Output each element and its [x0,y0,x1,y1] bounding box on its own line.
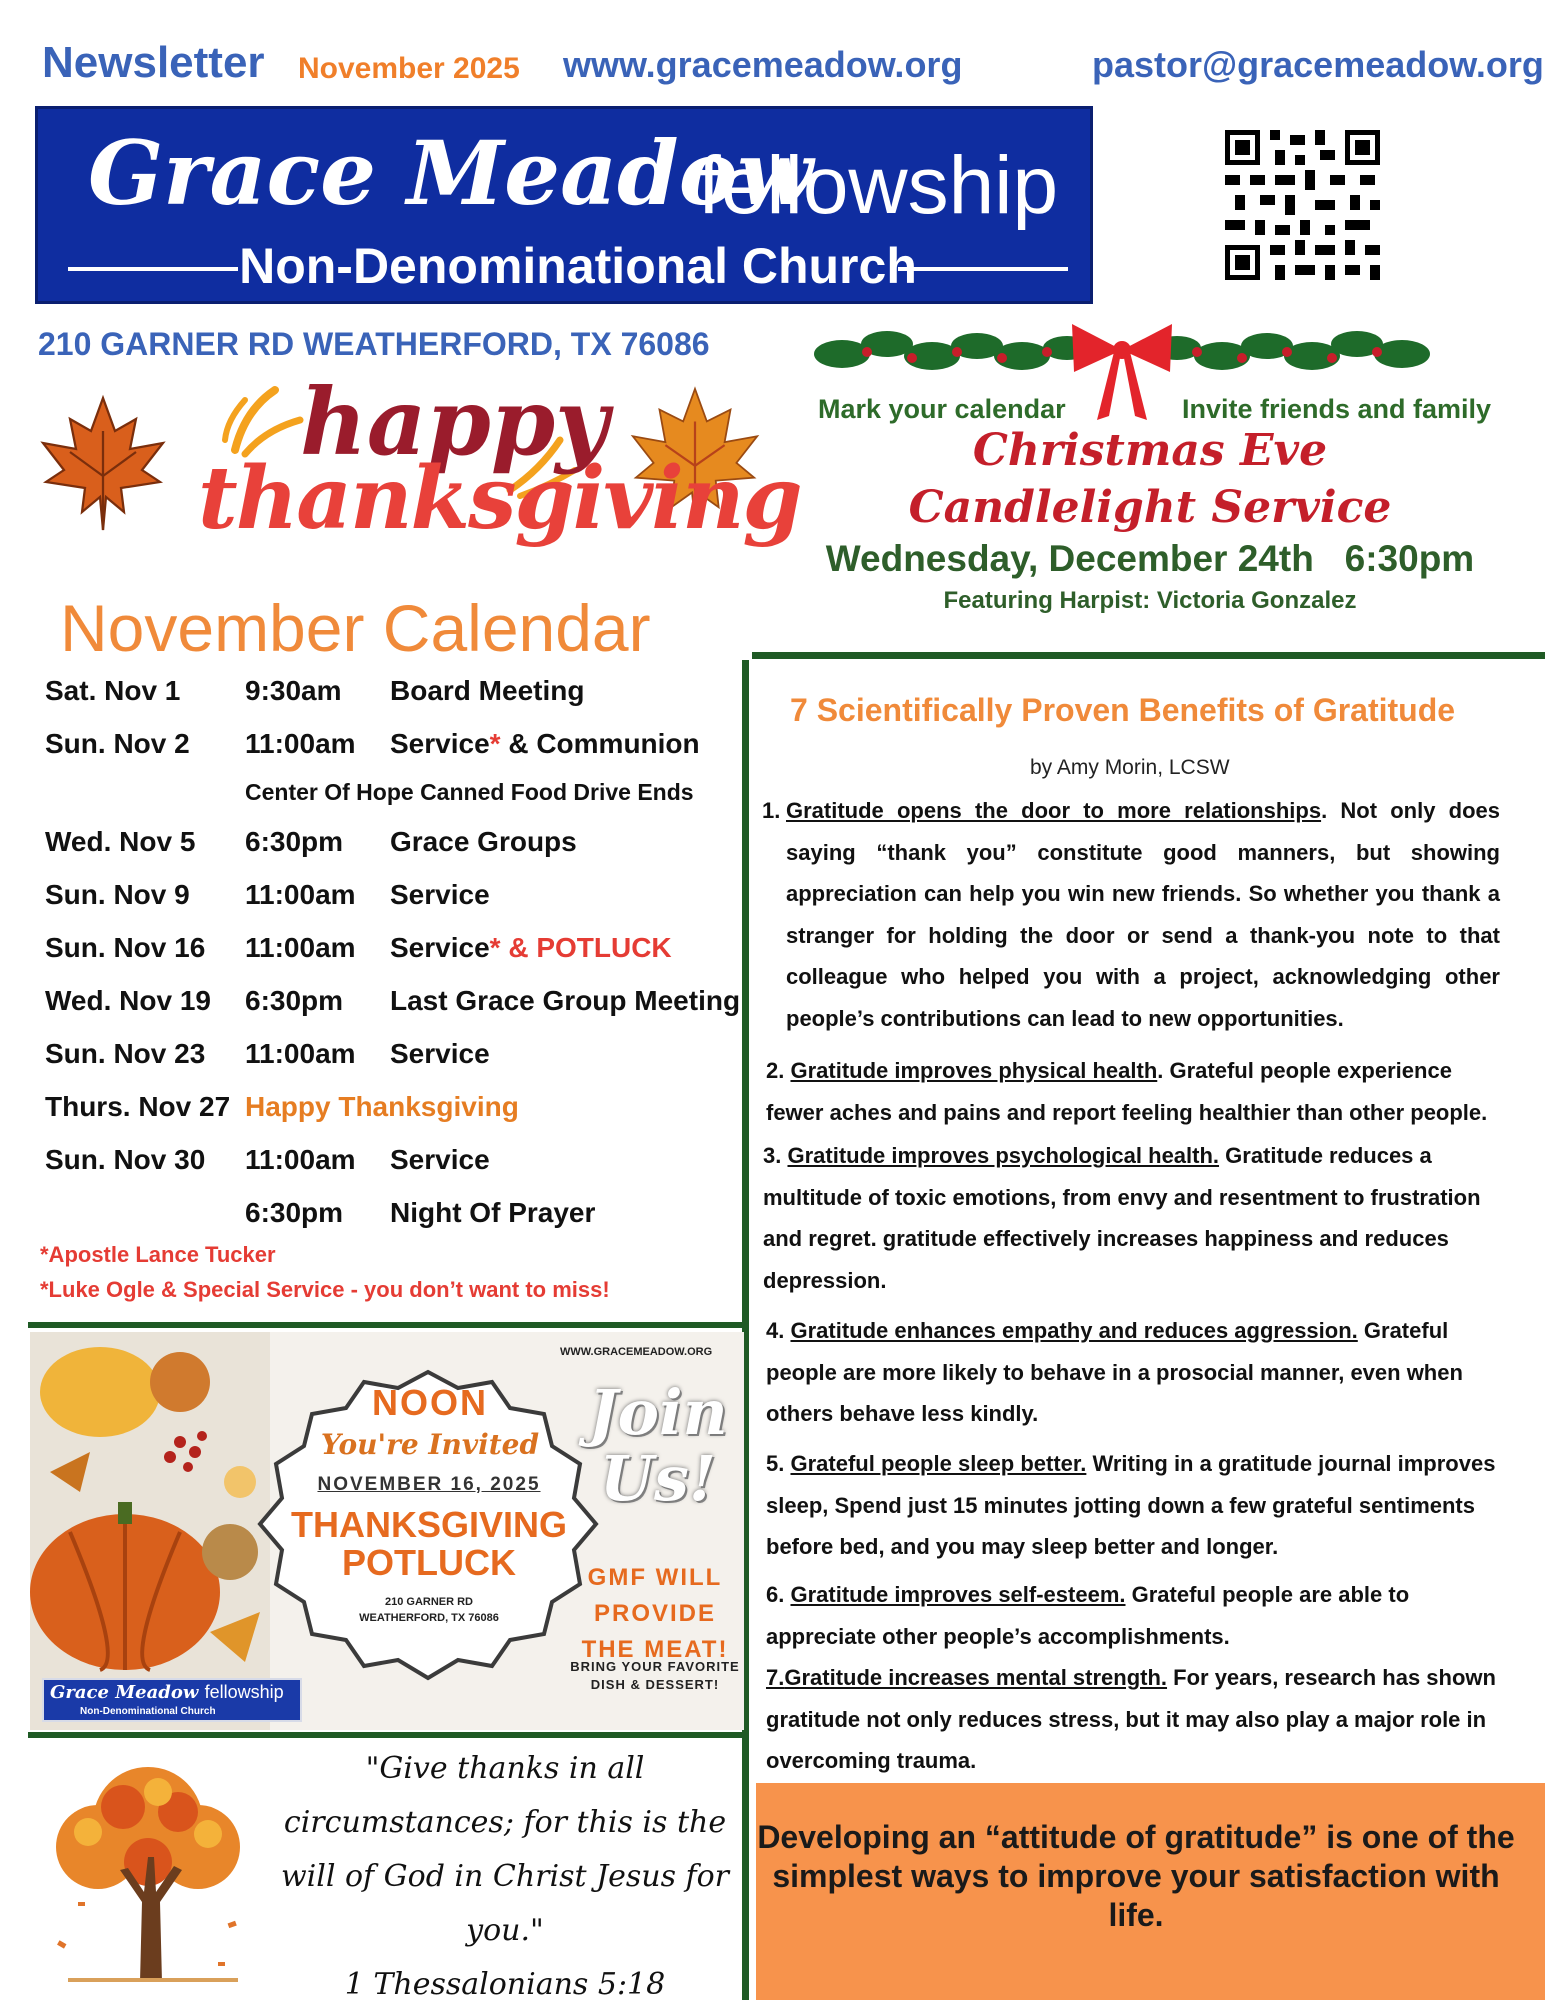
article-item-5 [766,1443,1500,1568]
verse-reference: 1 Thessalonians 5:18 [344,1967,666,2000]
potluck-time: NOON [372,1382,488,1423]
christmas-title-line1: Christmas Eve [972,425,1328,476]
calendar-time: 11:00am [245,879,356,910]
divider-left-top [28,1322,748,1328]
item-heading: Grateful people sleep better. [790,1451,1087,1476]
flyer-website: WWW.GRACEMEADOW.ORG [560,1346,713,1358]
calendar-event: Happy Thanksgiving [245,1091,519,1122]
list-number: 6. [766,1582,785,1607]
potluck-title: THANKSGIVING POTLUCK [290,1504,567,1583]
church-address: 210 GARNER RD WEATHERFORD, TX 76086 [38,326,710,362]
event-name: Service [390,932,490,963]
calendar-time: 6:30pm [245,1197,344,1228]
invite-friends-label: Invite friends and family [1182,394,1492,424]
divider-vertical [742,660,749,2000]
autumn-harvest-decoration-icon [30,1332,270,1730]
calendar-row [0,879,740,923]
item-heading [766,1665,1167,1690]
divider-top-right [752,652,1545,659]
join-us-text: Join Us! [588,1376,728,1515]
divider-left-bottom [28,1732,748,1738]
calendar-time: 11:00am [245,1038,356,1069]
calendar-row [0,826,740,870]
happy-script-text: happy [300,368,609,476]
article-item-2 [766,1050,1500,1133]
calendar-date: Thurs. Nov 27 [45,1091,231,1122]
list-number: 3. [763,1143,782,1168]
calendar-event [390,932,672,964]
article-item-6 [766,1574,1500,1657]
christmas-title-line2: Candlelight Service [908,482,1392,533]
potluck-invited: You're Invited [320,1428,540,1461]
calendar-event: Board Meeting [390,675,585,706]
item-heading: Gratitude opens the door to more relationships [786,798,1322,823]
logo-fellowship-text: fellowship [698,140,1059,231]
item-body: Grateful people are able to appreciate other people’s accomplishments. [766,1582,1410,1649]
calendar-row [0,1197,740,1241]
footnote-mark: * [489,932,501,963]
calendar-date: Wed. Nov 19 [45,985,211,1016]
calendar-row [0,1091,740,1135]
verse-text: "Give thanks in all circumstances; for this is the will of God in Christ Jesus for you." [280,1751,730,1948]
item-heading: Gratitude enhances empathy and reduces aggression. [790,1318,1358,1343]
article-item-1 [786,790,1500,1039]
address-line: WEATHERFORD, TX 76086 [359,1612,499,1624]
article-item-3 [763,1135,1500,1301]
calendar-heading: November Calendar [60,591,651,665]
flyer-logo-script [50,1682,284,1703]
calendar-row [0,932,740,976]
potluck-bring-note: BRING YOUR FAVORITE DISH & DESSERT! [570,1659,740,1692]
gratitude-callout-text: Developing an “attitude of gratitude” is one of the simplest ways to improve your satisfaction with life. [757,1819,1515,1933]
flyer-logo-subtitle: Non-Denominational Church [80,1706,216,1717]
item-heading: Gratitude improves physical health [790,1058,1158,1083]
list-number: 7. [766,1665,785,1690]
calendar-date: Wed. Nov 5 [45,826,196,857]
list-number: 2. [766,1058,785,1083]
calendar-time: 9:30am [245,675,342,706]
potluck-address [262,1594,596,1626]
calendar-event: Service [390,1038,490,1069]
calendar-row [0,1144,740,1188]
potluck-flyer [30,1332,744,1730]
calendar-event: Last Grace Group Meeting [390,985,741,1016]
calendar-event: Night Of Prayer [390,1197,596,1228]
calendar-time: 11:00am [245,1144,356,1175]
list-number: 5. [766,1451,785,1476]
item-heading: Gratitude improves self-esteem. [790,1582,1126,1607]
footnote: *Apostle Lance Tucker [40,1242,276,1267]
bible-verse [270,1742,740,2000]
item-body: . Not only does saying “thank you” constitute good manners, but showing appreciation can help you win new friends. So whether you thank a stranger for holding the door or send a thank-you note to that colleague who helped you with a project, acknowledging other people’s contributions can lead to new opportunities. [786,798,1500,1031]
email-link[interactable]: pastor@gracemeadow.org [1092,44,1544,85]
item-heading: Gratitude improves psychological health. [787,1143,1220,1168]
autumn-tree-icon [28,1752,268,1984]
website-link[interactable]: www.gracemeadow.org [563,44,963,85]
event-extra: & POTLUCK [500,932,672,963]
calendar-time: 6:30pm [245,985,344,1016]
christmas-featuring: Featuring Harpist: Victoria Gonzalez [943,587,1357,614]
qr-code-icon[interactable] [1225,130,1380,280]
calendar-row [0,985,740,1029]
potluck-meat-note: GMF WILL PROVIDE THE MEAT! [581,1564,729,1663]
calendar-date: Sun. Nov 2 [45,728,190,759]
calendar-event [390,728,700,760]
event-extra: & Communion [500,728,700,759]
calendar-time: 11:00am [245,932,356,963]
list-number: 4. [766,1318,785,1343]
item-body: For years, research has shown gratitude not only reduces stress, but it may also play a major role in overcoming trauma. [766,1665,1496,1773]
item-heading-text: Gratitude increases mental strength. [784,1665,1168,1690]
logo-rule-left [68,267,238,271]
calendar-note: Center Of Hope Canned Food Drive Ends [245,779,694,805]
list-number: 1. [762,798,781,823]
address-line: 210 GARNER RD [384,1596,474,1608]
calendar-event: Grace Groups [390,826,577,857]
thanksgiving-script-text: thanksgiving [198,448,801,549]
calendar-event: Service [390,879,490,910]
mark-calendar-label: Mark your calendar [818,394,1066,424]
article-item-4 [766,1310,1500,1435]
calendar-time: 11:00am [245,728,356,759]
item-body: Gratitude reduces a multitude of toxic emotions, from envy and resentment to frustration and regret. gratitude effectively increases happiness and reduces depression. [763,1143,1481,1293]
christmas-datetime: Wednesday, December 24th 6:30pm [825,538,1475,579]
calendar-date: Sun. Nov 16 [45,932,206,963]
church-logo [35,106,1093,304]
calendar-date: Sun. Nov 30 [45,1144,206,1175]
logo-subtitle: Non-Denominational Church [239,238,917,294]
newsletter-title: Newsletter [42,38,265,87]
flyer-logo-name: Grace Meadow [50,1682,199,1703]
event-name: Service [390,728,490,759]
flyer-logo-word: fellowship [204,1682,284,1702]
flyer-logo [42,1678,302,1722]
newsletter-date: November 2025 [298,52,520,85]
maple-leaf-left-icon [28,386,178,536]
item-body: . Grateful people experience fewer aches and pains and report feeling healthier than other people. [766,1058,1488,1125]
article-item-7 [766,1657,1500,1782]
calendar-date: Sun. Nov 23 [45,1038,206,1069]
calendar-date: Sat. Nov 1 [45,675,181,706]
footnote: *Luke Ogle & Special Service - you don’t want to miss! [40,1277,610,1302]
calendar-time: 6:30pm [245,826,344,857]
calendar-row [0,675,740,719]
calendar-row [0,1038,740,1082]
logo-script-text: Grace Meadow [88,121,814,225]
footnote-mark: * [489,728,501,759]
article-byline: by Amy Morin, LCSW [1030,756,1230,779]
calendar-event: Service [390,1144,490,1175]
article-title: 7 Scientifically Proven Benefits of Gratitude [790,692,1456,728]
calendar-date: Sun. Nov 9 [45,879,190,910]
calendar-row [0,728,740,772]
item-body: Writing in a gratitude journal improves sleep, Spend just 15 minutes jotting down a few grateful sentiments before bed, and you may sleep better and longer. [766,1451,1496,1559]
potluck-date: NOVEMBER 16, 2025 [317,1474,541,1495]
item-body: Grateful people are more likely to behave in a prosocial manner, even when others behave less kindly. [766,1318,1463,1426]
